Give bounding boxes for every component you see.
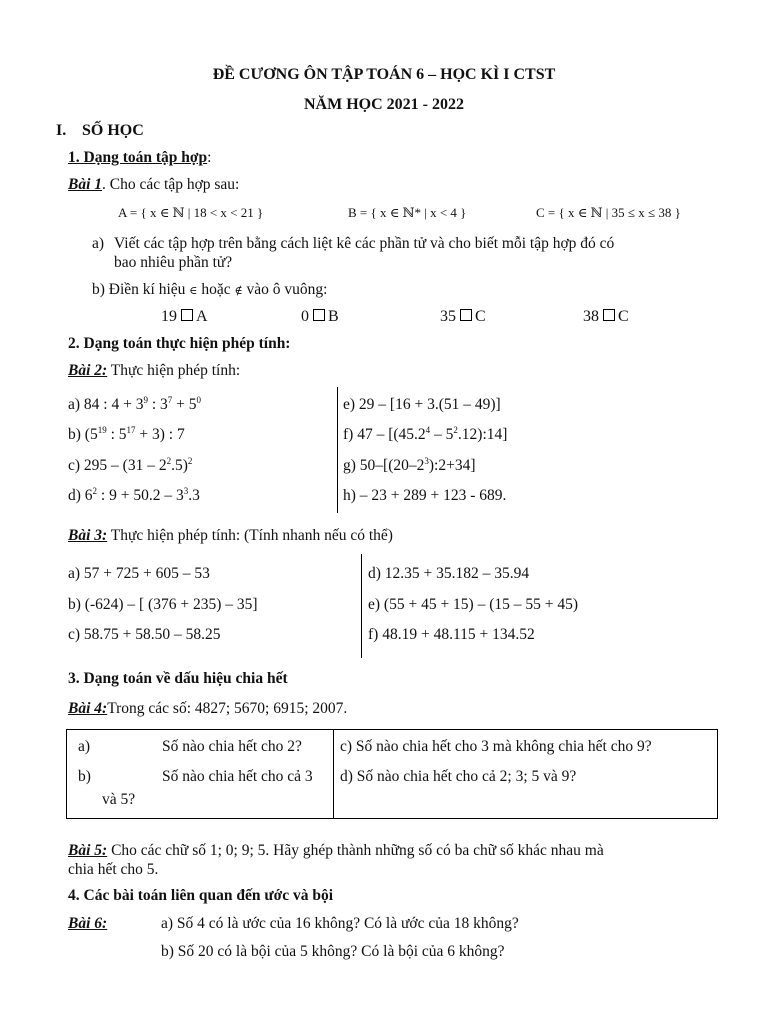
bai1-label: Bài 1 <box>68 176 103 193</box>
part1-heading <box>68 149 211 167</box>
part1-heading-colon: : <box>207 149 212 166</box>
fill-item <box>301 308 339 326</box>
expr-part: c) 295 – (31 – 2 <box>68 457 167 474</box>
bai1-qb-mid: hoặc <box>197 281 235 298</box>
exponent: 9 <box>143 394 148 405</box>
fill-number: 35 <box>440 308 456 325</box>
fill-number: 0 <box>301 308 309 325</box>
fill-number: 19 <box>161 308 177 325</box>
school-year: NĂM HỌC 2021 - 2022 <box>304 96 464 113</box>
bai3-e: e) (55 + 45 + 15) – (15 – 55 + 45) <box>368 596 579 613</box>
bai3-d: d) 12.35 + 35.182 – 35.94 <box>368 565 530 582</box>
bai1-qb-post: vào ô vuông: <box>242 281 328 298</box>
bai2-a <box>68 396 201 414</box>
exponent: 2 <box>187 455 193 466</box>
expr-part: f) 47 – [(45.2 <box>343 426 426 443</box>
exponent: 2 <box>453 424 458 435</box>
bai3-a: a) 57 + 725 + 605 – 53 <box>68 565 210 582</box>
expr-part: a) 84 : 4 + 3 <box>68 396 144 413</box>
bai3-label: Bài 3: <box>68 527 108 544</box>
bai4-a-text: Số nào chia hết cho 2? <box>162 738 302 755</box>
exponent: 3 <box>424 455 429 466</box>
bai3-b: b) (-624) – [ (376 + 235) – 35] <box>68 596 258 613</box>
bai2-b <box>68 426 185 444</box>
expr-part: : 5 <box>106 426 127 443</box>
expr-part: .5) <box>171 457 188 474</box>
bai5-text: Cho các chữ số 1; 0; 9; 5. Hãy ghép thành những số có ba chữ số khác nhau mà <box>107 842 604 859</box>
bai4-d-text: d) Số nào chia hết cho cả 2; 3; 5 và 9? <box>340 768 577 785</box>
expr-part: b) (5 <box>68 426 98 443</box>
bai2-e: e) 29 – [16 + 3.(51 – 49)] <box>343 396 501 413</box>
not-element-of-symbol: ∉ <box>234 285 243 297</box>
expr-part: .3 <box>188 487 200 504</box>
exponent: 19 <box>97 424 107 435</box>
fill-set: C <box>618 308 629 325</box>
part2-heading: 2. Dạng toán thực hiện phép tính: <box>68 335 291 352</box>
expr-part: : 9 + 50.2 – 3 <box>97 487 184 504</box>
bai4-c-text: c) Số nào chia hết cho 3 mà không chia hết cho 9? <box>340 738 652 755</box>
bai2-label: Bài 2: <box>68 362 108 379</box>
bai2-h: h) – 23 + 289 + 123 - 689. <box>343 487 507 504</box>
bai4-label: Bài 4: <box>68 700 108 717</box>
answer-box[interactable] <box>313 309 325 321</box>
fill-set: A <box>196 308 208 325</box>
bai4-line <box>68 700 347 718</box>
bai2-g <box>343 457 476 475</box>
expr-part: d) 6 <box>68 487 93 504</box>
expr-part: : 3 <box>147 396 168 413</box>
section-number: I. <box>56 122 67 139</box>
answer-box[interactable] <box>181 309 193 321</box>
expr-part: – 5 <box>430 426 454 443</box>
bai1-qb-pre: b) Điền kí hiệu <box>92 281 190 298</box>
part3-heading: 3. Dạng toán về dấu hiệu chia hết <box>68 670 288 687</box>
bai1-line <box>68 176 239 194</box>
exponent: 4 <box>425 424 431 435</box>
exponent: 17 <box>126 424 136 435</box>
fill-item <box>161 308 208 326</box>
bai5-line1 <box>68 842 604 860</box>
fill-item <box>440 308 486 326</box>
bai4-b-text: Số nào chia hết cho cả 3 <box>162 768 313 785</box>
part4-heading: 4. Các bài toán liên quan đến ước và bội <box>68 887 334 904</box>
part1-heading-text: 1. Dạng toán tập hợp <box>68 149 208 166</box>
bai5-label: Bài 5: <box>68 842 108 859</box>
exponent: 7 <box>167 394 173 405</box>
set-a: A = { x ∈ ℕ | 18 < x < 21 } <box>118 205 264 220</box>
expr-part: g) 50–[(20–2 <box>343 457 425 474</box>
expr-part: + 3) : 7 <box>135 426 185 443</box>
fill-set: B <box>328 308 339 325</box>
bai4-b-letter: b) <box>78 768 91 785</box>
bai1-qa-line1: Viết các tập hợp trên bằng cách liệt kê các phần tử và cho biết mỗi tập hợp đó có <box>114 235 615 252</box>
bai2-text: Thực hiện phép tính: <box>107 362 241 379</box>
answer-box[interactable] <box>603 309 615 321</box>
bai5-line2: chia hết cho 5. <box>68 861 159 878</box>
set-c: C = { x ∈ ℕ | 35 ≤ x ≤ 38 } <box>536 205 681 220</box>
column-divider <box>337 387 338 513</box>
expr-part: + 5 <box>172 396 197 413</box>
bai1-qa-letter: a) <box>92 235 105 252</box>
exponent: 2 <box>166 455 172 466</box>
section-title: SỐ HỌC <box>82 122 144 139</box>
bai2-line <box>68 362 240 380</box>
bai1-text: . Cho các tập hợp sau: <box>102 176 240 193</box>
expr-part: .12):14] <box>457 426 508 443</box>
fill-set: C <box>475 308 486 325</box>
exponent: 3 <box>183 485 189 496</box>
bai1-qb <box>92 281 327 299</box>
element-of-symbol: ∈ <box>189 285 198 297</box>
set-b: B = { x ∈ ℕ* | x < 4 } <box>348 205 467 220</box>
bai3-line <box>68 527 393 545</box>
document-title: ĐỀ CƯƠNG ÔN TẬP TOÁN 6 – HỌC KÌ I CTST <box>212 66 556 83</box>
bai3-text: Thực hiện phép tính: (Tính nhanh nếu có thể) <box>107 527 393 544</box>
bai3-c: c) 58.75 + 58.50 – 58.25 <box>68 626 221 643</box>
expr-part: ):2+34] <box>428 457 476 474</box>
column-divider <box>361 554 362 658</box>
table-divider <box>333 730 334 818</box>
answer-box[interactable] <box>460 309 472 321</box>
bai6-a: a) Số 4 có là ước của 16 không? Có là ước của 18 không? <box>161 915 519 932</box>
bai2-c <box>68 457 192 475</box>
fill-number: 38 <box>583 308 599 325</box>
bai2-f <box>343 426 507 444</box>
bai4-text: Trong các số: 4827; 5670; 6915; 2007. <box>107 700 348 717</box>
exponent: 0 <box>196 394 202 405</box>
bai6-label: Bài 6: <box>68 915 108 932</box>
bai4-a-letter: a) <box>78 738 91 755</box>
bai4-b-cont: và 5? <box>102 791 136 808</box>
bai1-qa-line2: bao nhiêu phần tử? <box>114 254 233 271</box>
bai2-d <box>68 487 200 505</box>
bai6-b: b) Số 20 có là bội của 5 không? Có là bội của 6 không? <box>161 943 505 960</box>
exponent: 2 <box>92 485 98 496</box>
bai3-f: f) 48.19 + 48.115 + 134.52 <box>368 626 535 643</box>
fill-item <box>583 308 629 326</box>
